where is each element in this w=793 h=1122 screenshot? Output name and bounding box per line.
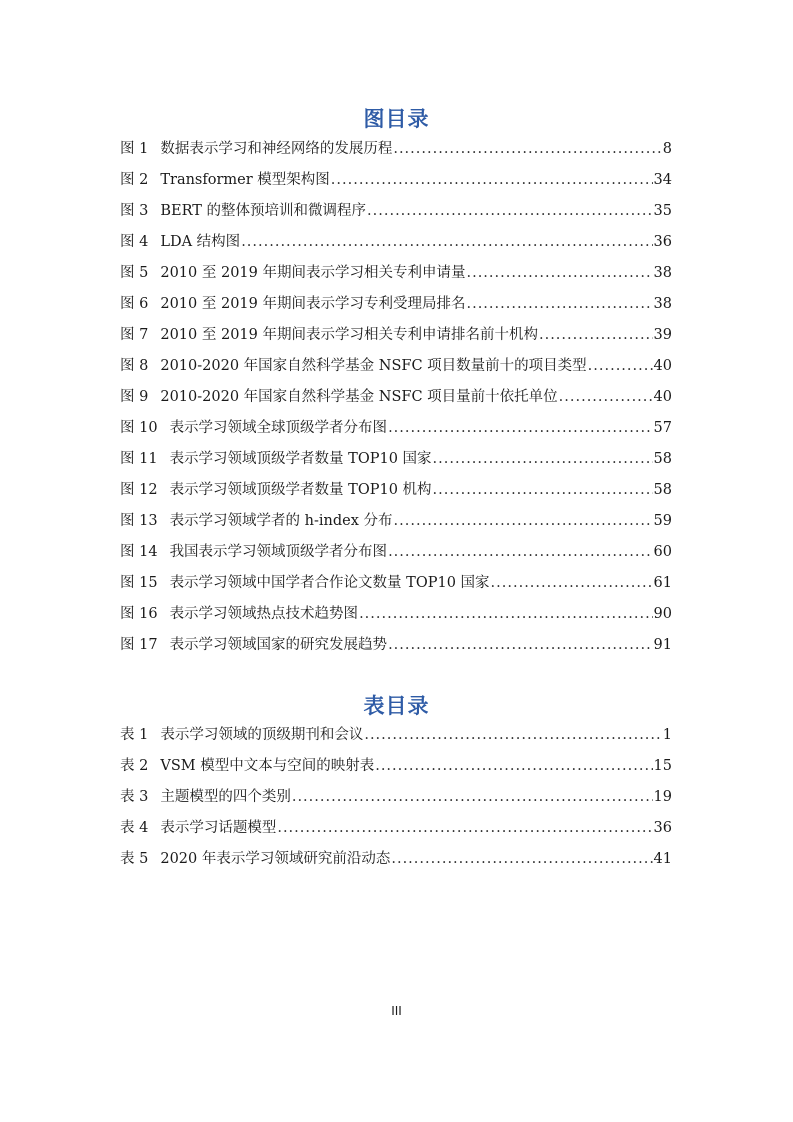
toc-entry-figure-1[interactable] bbox=[120, 139, 672, 170]
toc-entry-figure-5[interactable] bbox=[120, 263, 672, 294]
entry-number: 表 5 bbox=[120, 851, 149, 867]
entry-page-number: 60 bbox=[653, 544, 672, 560]
dot-leader bbox=[359, 604, 652, 624]
entry-title: BERT 的整体预培训和微调程序 bbox=[160, 203, 367, 219]
entry-title: 表示学习领域顶级学者数量 TOP10 国家 bbox=[169, 451, 432, 467]
entry-title: 2010 至 2019 年期间表示学习相关专利申请排名前十机构 bbox=[160, 327, 538, 343]
dot-leader bbox=[393, 139, 661, 159]
table-list-title: 表目录 bbox=[363, 694, 430, 718]
entry-page-number: 19 bbox=[653, 789, 672, 805]
entry-number: 图 1 bbox=[120, 141, 149, 157]
entry-page-number: 57 bbox=[653, 420, 672, 436]
entry-number: 图 7 bbox=[120, 327, 149, 343]
entry-title: 2010 至 2019 年期间表示学习相关专利申请量 bbox=[160, 265, 466, 281]
dot-leader bbox=[433, 449, 653, 469]
toc-entry-figure-7[interactable] bbox=[120, 325, 672, 356]
dot-leader bbox=[388, 635, 652, 655]
entry-title: 表示学习领域学者的 h-index 分布 bbox=[169, 513, 393, 529]
entry-number: 图 12 bbox=[120, 482, 158, 498]
toc-entry-figure-6[interactable] bbox=[120, 294, 672, 325]
entry-page-number: 90 bbox=[653, 606, 672, 622]
dot-leader bbox=[491, 573, 653, 593]
entry-number: 表 1 bbox=[120, 727, 149, 743]
toc-entry-figure-3[interactable] bbox=[120, 201, 672, 232]
entry-page-number: 39 bbox=[653, 327, 672, 343]
toc-entry-figure-9[interactable] bbox=[120, 387, 672, 418]
entry-title: 表示学习话题模型 bbox=[160, 820, 277, 836]
entry-number: 图 13 bbox=[120, 513, 158, 529]
entry-page-number: 40 bbox=[653, 389, 672, 405]
entry-page-number: 61 bbox=[653, 575, 672, 591]
entry-number: 图 5 bbox=[120, 265, 149, 281]
entry-number: 图 9 bbox=[120, 389, 149, 405]
entry-title: 2010-2020 年国家自然科学基金 NSFC 项目数量前十的项目类型 bbox=[160, 358, 587, 374]
entry-page-number: 8 bbox=[662, 141, 672, 157]
entry-page-number: 36 bbox=[653, 234, 672, 250]
dot-leader bbox=[466, 294, 652, 314]
entry-number: 图 6 bbox=[120, 296, 149, 312]
entry-number: 图 2 bbox=[120, 172, 149, 188]
table-toc-list bbox=[120, 725, 672, 880]
dot-leader bbox=[388, 542, 652, 562]
dot-leader bbox=[292, 787, 653, 807]
entry-title: 我国表示学习领域顶级学者分布图 bbox=[169, 544, 388, 560]
entry-number: 图 17 bbox=[120, 637, 158, 653]
page-number: III bbox=[391, 1004, 402, 1018]
toc-entry-figure-13[interactable] bbox=[120, 511, 672, 542]
toc-entry-table-2[interactable] bbox=[120, 756, 672, 787]
toc-entry-figure-14[interactable] bbox=[120, 542, 672, 573]
dot-leader bbox=[375, 756, 652, 776]
toc-entry-figure-4[interactable] bbox=[120, 232, 672, 263]
entry-page-number: 41 bbox=[653, 851, 672, 867]
dot-leader bbox=[466, 263, 652, 283]
entry-title: 表示学习领域全球顶级学者分布图 bbox=[169, 420, 388, 436]
entry-number: 图 16 bbox=[120, 606, 158, 622]
entry-number: 图 11 bbox=[120, 451, 158, 467]
dot-leader bbox=[241, 232, 652, 252]
entry-page-number: 1 bbox=[662, 727, 672, 743]
entry-page-number: 38 bbox=[653, 265, 672, 281]
entry-number: 图 4 bbox=[120, 234, 149, 250]
entry-page-number: 40 bbox=[653, 358, 672, 374]
entry-title: 表示学习领域中国学者合作论文数量 TOP10 国家 bbox=[169, 575, 490, 591]
entry-title: 表示学习领域的顶级期刊和会议 bbox=[160, 727, 364, 743]
entry-title: 2020 年表示学习领域研究前沿动态 bbox=[160, 851, 391, 867]
entry-page-number: 58 bbox=[653, 451, 672, 467]
entry-number: 表 2 bbox=[120, 758, 149, 774]
entry-title: Transformer 模型架构图 bbox=[160, 172, 330, 188]
entry-number: 表 4 bbox=[120, 820, 149, 836]
dot-leader bbox=[388, 418, 652, 438]
dot-leader bbox=[539, 325, 653, 345]
figure-list-title: 图目录 bbox=[363, 107, 430, 131]
entry-title: 表示学习领域国家的研究发展趋势 bbox=[169, 637, 388, 653]
figure-toc-list bbox=[120, 139, 672, 666]
entry-title: 数据表示学习和神经网络的发展历程 bbox=[160, 141, 393, 157]
toc-entry-table-4[interactable] bbox=[120, 818, 672, 849]
dot-leader bbox=[331, 170, 653, 190]
entry-number: 图 3 bbox=[120, 203, 149, 219]
toc-entry-figure-11[interactable] bbox=[120, 449, 672, 480]
entry-title: 表示学习领域顶级学者数量 TOP10 机构 bbox=[169, 482, 432, 498]
entry-page-number: 59 bbox=[653, 513, 672, 529]
dot-leader bbox=[364, 725, 661, 745]
entry-title: 2010 至 2019 年期间表示学习专利受理局排名 bbox=[160, 296, 466, 312]
entry-page-number: 35 bbox=[653, 203, 672, 219]
entry-page-number: 58 bbox=[653, 482, 672, 498]
entry-number: 图 8 bbox=[120, 358, 149, 374]
toc-entry-figure-2[interactable] bbox=[120, 170, 672, 201]
entry-number: 图 10 bbox=[120, 420, 158, 436]
entry-page-number: 36 bbox=[653, 820, 672, 836]
dot-leader bbox=[277, 818, 652, 838]
toc-entry-figure-17[interactable] bbox=[120, 635, 672, 666]
toc-entry-table-1[interactable] bbox=[120, 725, 672, 756]
entry-title: 2010-2020 年国家自然科学基金 NSFC 项目量前十依托单位 bbox=[160, 389, 558, 405]
entry-title: 表示学习领域热点技术趋势图 bbox=[169, 606, 359, 622]
toc-entry-figure-15[interactable] bbox=[120, 573, 672, 604]
toc-entry-figure-16[interactable] bbox=[120, 604, 672, 635]
dot-leader bbox=[559, 387, 653, 407]
entry-number: 图 15 bbox=[120, 575, 158, 591]
dot-leader bbox=[394, 511, 653, 531]
entry-number: 图 14 bbox=[120, 544, 158, 560]
entry-title: LDA 结构图 bbox=[160, 234, 241, 250]
toc-entry-figure-12[interactable] bbox=[120, 480, 672, 511]
dot-leader bbox=[588, 356, 653, 376]
toc-entry-figure-10[interactable] bbox=[120, 418, 672, 449]
entry-title: 主题模型的四个类别 bbox=[160, 789, 291, 805]
dot-leader bbox=[391, 849, 652, 869]
toc-entry-figure-8[interactable] bbox=[120, 356, 672, 387]
toc-entry-table-3[interactable] bbox=[120, 787, 672, 818]
dot-leader bbox=[367, 201, 653, 221]
entry-page-number: 15 bbox=[653, 758, 672, 774]
entry-number: 表 3 bbox=[120, 789, 149, 805]
dot-leader bbox=[433, 480, 653, 500]
entry-title: VSM 模型中文本与空间的映射表 bbox=[160, 758, 375, 774]
toc-entry-table-5[interactable] bbox=[120, 849, 672, 880]
entry-page-number: 91 bbox=[653, 637, 672, 653]
entry-page-number: 34 bbox=[653, 172, 672, 188]
entry-page-number: 38 bbox=[653, 296, 672, 312]
